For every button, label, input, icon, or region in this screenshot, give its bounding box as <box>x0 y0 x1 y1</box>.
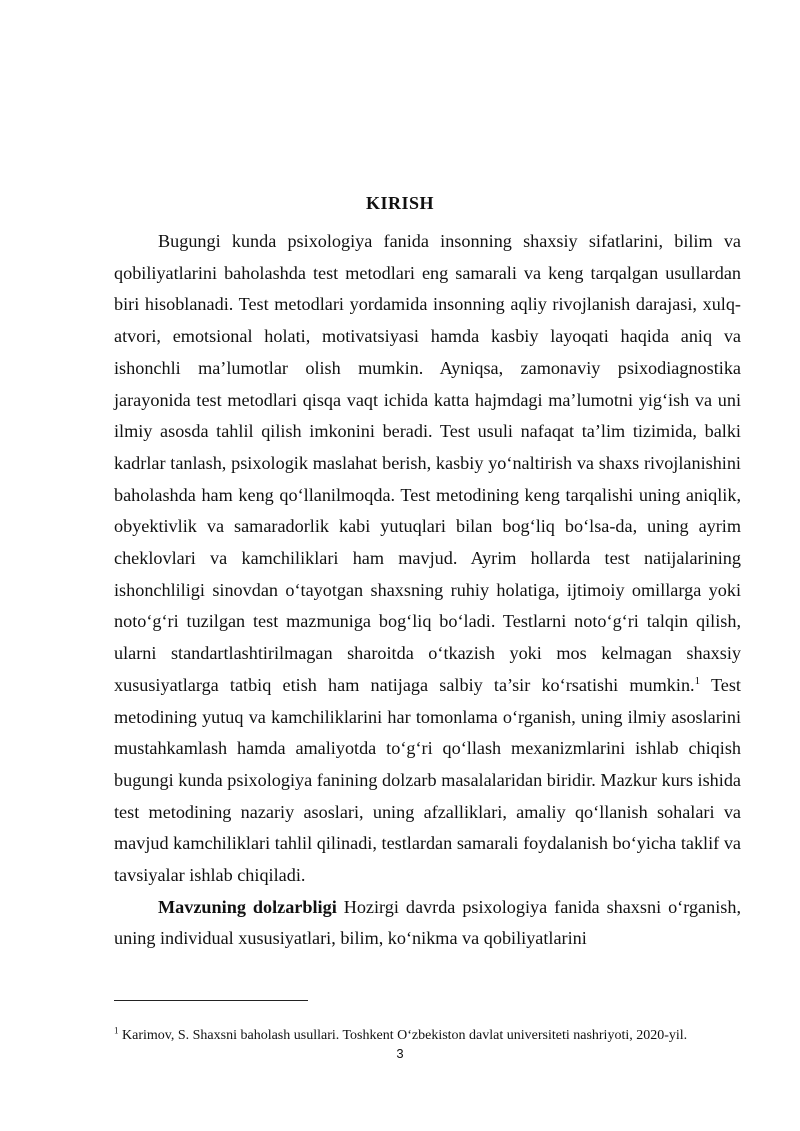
body-text <box>114 226 741 955</box>
footnote-marker: 1 <box>114 1025 119 1036</box>
relevance-text: Hozirgi davrda psixologiya fanida shaxsni o‘rganish, uning individual xususiyatlari, bilim, ko‘nikma va qobiliyatlarini <box>114 896 741 949</box>
section-heading: KIRISH <box>365 193 435 213</box>
footnote-separator <box>114 1000 308 1001</box>
page-number: 3 <box>396 1046 404 1061</box>
paragraph-relevance <box>114 892 741 955</box>
footnote-text: Karimov, S. Shaxsni baholash usullari. Toshkent O‘zbekiston davlat universiteti nashriyoti, 2020-yil. <box>118 1028 688 1043</box>
paragraph-intro <box>114 226 741 892</box>
paragraph-intro-text: Bugungi kunda psixologiya fanida insonning shaxsiy sifatlarini, bilim va qobiliyatlarini baholashda test metodlari eng samarali va keng tarqalgan usullardan biri hisoblanadi. Test metodlari yordamida insonning aqliy rivojlanish darajasi, xulq-atvori, emotsional holati, motivatsiyasi hamda kasbiy layoqati haqida aniq va ishonchli ma’lumotlar olish mumkin. Ayniqsa, zamonaviy psixodiagnostika jarayonida test metodlari qisqa vaqt ichida katta hajmdagi ma’lumotni yig‘ish va uni ilmiy asosda tahlil qilish imkonini beradi. Test usuli nafaqat ta’lim tizimida, balki kadrlar tanlash, psixologik maslahat berish, kasbiy yo‘naltirish va shaxs rivojlanishini baholashda ham keng qo‘llanilmoqda. Test metodining keng tarqalishi uning aniqlik, obyektivlik va samaradorlik kabi yutuqlari bilan bog‘liq bo‘lsa-da, uning ayrim cheklovlari va kamchiliklari ham mavjud. Ayrim hollarda test natijalarining ishonchliligi sinovdan o‘tayotgan shaxsning ruhiy holatiga, ijtimoiy omillarga yoki noto‘g‘ri tuzilgan test mazmuniga bog‘liq bo‘ladi. Testlarni noto‘g‘ri talqin qilish, ularni standartlashtirilmagan sharoitda o‘tkazish yoki mos kelmagan shaxsiy xususiyatlarga tatbiq etish ham natijaga salbiy ta’sir ko‘rsatishi mumkin. <box>114 231 741 695</box>
footnote <box>114 1025 754 1044</box>
footnote-reference[interactable]: 1 <box>694 674 701 687</box>
paragraph-intro-continued: Test metodining yutuq va kamchiliklarini har tomonlama o‘rganish, uning ilmiy asoslarini mustahkamlash hamda amaliyotda to‘g‘ri qo‘llash mexanizmlarini ishlab chiqish bugungi kunda psixologiya fanining dolzarb masalalaridan biridir. Mazkur kurs ishida test metodining nazariy asoslari, uning afzalliklari, amaliy qo‘llanish sohalari va mavjud kamchiliklari tahlil qilinadi, testlardan samarali foydalanish bo‘yicha taklif va tavsiyalar ishlab chiqiladi. <box>114 674 741 886</box>
relevance-heading: Mavzuning dolzarbligi <box>158 896 337 917</box>
